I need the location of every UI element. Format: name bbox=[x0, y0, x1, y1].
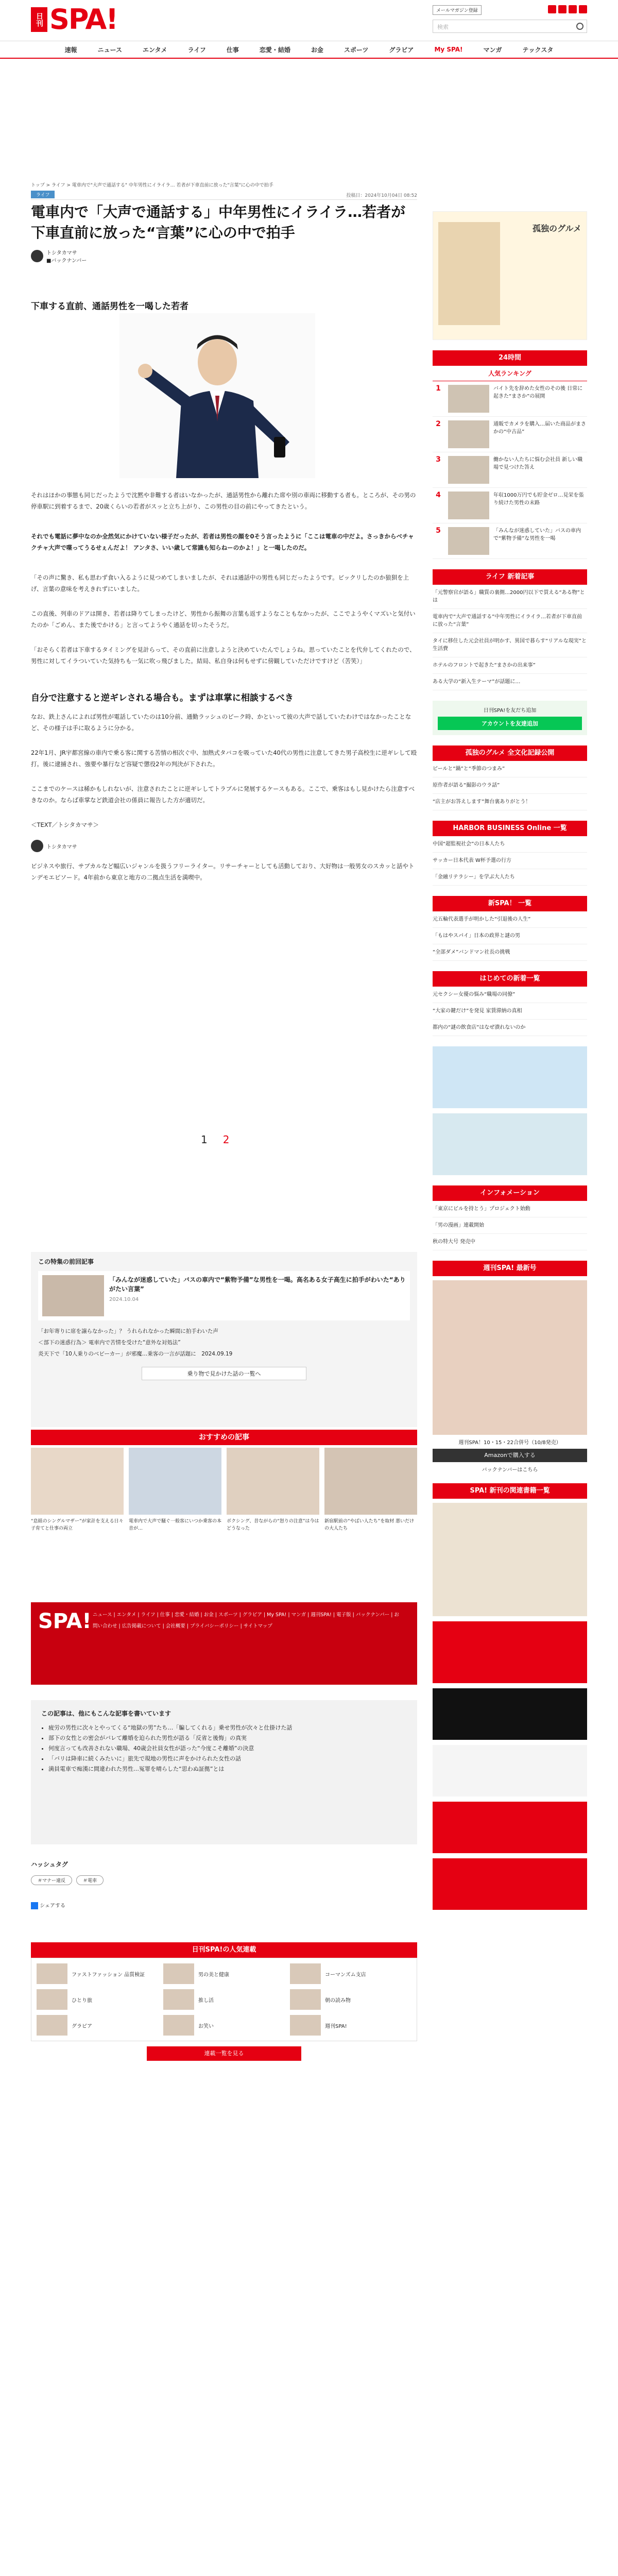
hashtag-label: ハッシュタグ bbox=[31, 1861, 68, 1868]
author-block[interactable] bbox=[31, 248, 87, 264]
page-current: 1 bbox=[201, 1133, 208, 1146]
paragraph-6: なお、鉄上さんによれば男性が電話していたのは10分前、通勤ラッシュのピーク時、かといって彼の大声で話していたわけではなかったことなど、その様子は手に取るように分かる。 bbox=[31, 713, 411, 732]
rank-number: 3 bbox=[436, 455, 441, 464]
previous-article-date: 2024.10.04 bbox=[109, 1297, 139, 1302]
night-banner[interactable] bbox=[433, 1745, 587, 1797]
view-all-button[interactable]: 乗り物で見かけた話の一覧へ bbox=[142, 1367, 306, 1380]
author-avatar bbox=[31, 250, 43, 262]
ranking-title: 24時間 bbox=[433, 350, 587, 366]
rank-number: 4 bbox=[436, 491, 441, 499]
series-label: コーマンズム支店 bbox=[325, 1972, 366, 1978]
rank-thumb bbox=[448, 527, 489, 555]
line-title: 日刊SPA!を友だち追加 bbox=[483, 708, 537, 714]
more-articles-box bbox=[31, 1700, 417, 1844]
series-thumb bbox=[37, 1963, 67, 1984]
section-heading-2: 自分で注意すると逆ギレされる場合も。まずは車掌に相談するべき bbox=[31, 693, 294, 703]
newsletter-button[interactable]: メールマガジン登録 bbox=[433, 5, 482, 15]
series-item[interactable] bbox=[290, 1989, 411, 2010]
series-more-button[interactable]: 連載一覧を見る bbox=[147, 2046, 301, 2061]
series-item[interactable] bbox=[163, 1989, 285, 2010]
ranking-item[interactable] bbox=[433, 381, 587, 417]
list-item[interactable]: • 満員電車で痴漢に間違われた男性…冤罪を晴らした“思わぬ証拠”とは bbox=[48, 1764, 407, 1774]
recommended-thumb bbox=[31, 1448, 124, 1515]
recommended-item[interactable] bbox=[324, 1448, 417, 1532]
logo-spa: SPA! bbox=[49, 3, 117, 36]
previous-article-box bbox=[31, 1252, 417, 1427]
life-latest-list bbox=[433, 585, 587, 690]
facebook-icon bbox=[31, 1902, 38, 1909]
paragraph-4: この直後、列車のドアは開き、若者は降りてしまったけど、男性から振舞の言葉も返すようなこともなかったが、ここでようやくマズいと気付いたのか「ごめん、また後でかける」と言ってようやく通話を切ったそうだ。 bbox=[31, 610, 416, 629]
recommended-item[interactable] bbox=[129, 1448, 221, 1532]
list-item[interactable]: 「元警察官が語る」職質の裏側…2000円以下で買える“ある物”とは bbox=[433, 585, 587, 609]
rss-icon[interactable] bbox=[579, 5, 587, 13]
first-title: はじめての新着一覧 bbox=[433, 971, 587, 987]
weekly-section bbox=[433, 1261, 587, 1473]
series-item[interactable] bbox=[163, 1963, 285, 1984]
more-articles-header: この記事は、他にもこんな記事を書いています bbox=[41, 1710, 171, 1717]
series-thumb bbox=[290, 1963, 321, 1984]
life-latest-title: ライフ 新着記事 bbox=[433, 569, 587, 585]
series-label: 朝の読み物 bbox=[325, 1997, 351, 2004]
recommended-item[interactable] bbox=[227, 1448, 319, 1532]
nav-money[interactable]: お金 bbox=[311, 46, 323, 54]
spa-present-banner[interactable] bbox=[433, 1858, 587, 1910]
news-section bbox=[433, 896, 587, 961]
paragraph-1: それはほかの事態も同じだったようで沈黙や非難する者はいなかったが、通話男性から離れた席や別の車両に移動する者も。ところが、その男の停車駅に到着するまで、20歳くらいの若者がスッと立ち上がり、この男性の目の前にやってきたという。 bbox=[31, 492, 416, 510]
list-item[interactable]: “全部ダメ”バンドマン社長の挑戦 bbox=[433, 944, 587, 961]
list-item[interactable]: 「もはやスパイ」日本の政界と謎の男 bbox=[433, 928, 587, 944]
tag[interactable]: ＃マナー違反 bbox=[31, 1875, 72, 1885]
search-icon[interactable] bbox=[576, 23, 583, 30]
author-name: トシタカマサ bbox=[46, 250, 77, 256]
category-badge[interactable]: ライフ bbox=[31, 191, 55, 198]
footer-links[interactable]: ニュース | エンタメ | ライフ | 仕事 | 恋愛・結婚 | お金 | スポーツ | グラビア | My SPA! | マンガ | 週刊SPA! | 電子版 | バックナンバー | お問い合わせ | 広告掲載について | 会社概要 | プライバシーポリシー | サイトマップ bbox=[93, 1612, 399, 1629]
nav-myspa[interactable]: My SPA! bbox=[434, 46, 463, 53]
nav-gravure[interactable]: グラビア bbox=[389, 46, 414, 54]
list-item[interactable]: • 部下の女性との密会がバレて離婚を迫られた男性が語る「反省と後悔」の真実 bbox=[48, 1733, 407, 1743]
nav-techsta[interactable]: テックスタ bbox=[522, 46, 554, 54]
series-label: ひとり旅 bbox=[72, 1997, 92, 2004]
paragraph-3: 「その声に驚き、私も思わず食い入るように見つめてしまいましたが、それは通話中の男性も同じだったようです。ビックリしたのか狼狽を上げ、言葉の意味を考えきれずにいました。 bbox=[31, 574, 409, 592]
spa-photo-banner[interactable] bbox=[433, 1621, 587, 1683]
site-header bbox=[0, 0, 618, 41]
harbor-section bbox=[433, 821, 587, 886]
news-list bbox=[433, 911, 587, 961]
footer-logo[interactable]: SPA! bbox=[38, 1609, 92, 1633]
line-follow-box bbox=[433, 701, 587, 735]
rank-number: 1 bbox=[436, 384, 441, 393]
hero-image bbox=[119, 313, 315, 478]
book-cover[interactable] bbox=[433, 1503, 587, 1616]
author-footer[interactable] bbox=[31, 840, 77, 852]
list-item[interactable]: 元セクシー女優の悩み“職場の同僚” bbox=[433, 987, 587, 1003]
share-button[interactable] bbox=[31, 1901, 65, 1909]
author-bio: ビジネスや旅行、サブカルなど幅広いジャンルを扱うフリーライター。リサーチャーとしても活動しており、大好物は一般男女のスカッと話やトンデモエピソード。4年前から東京と地方の二拠点生活を満喫中。 bbox=[31, 862, 415, 881]
recommended-caption: ボクシング、昔ながらの“怒りの注意”は今はどうなった bbox=[227, 1519, 319, 1531]
pagination bbox=[201, 1133, 229, 1146]
series-thumb bbox=[163, 2015, 194, 2036]
previous-article-header: この特集の前回記事 bbox=[38, 1258, 94, 1265]
previous-article-card[interactable] bbox=[38, 1271, 410, 1320]
list-item[interactable]: 原作者が語る“撮影のウラ話” bbox=[433, 777, 587, 794]
series-label: ファストファッション 品質検証 bbox=[72, 1972, 145, 1978]
ranking-item[interactable] bbox=[433, 417, 587, 452]
popular-series bbox=[31, 1942, 417, 2066]
previous-article-title: 「みんなが迷惑していた」バスの車内で“紫物予備”な男性を一喝。高名ある女子高生に拍手がわいた“ありがたい言葉” bbox=[109, 1276, 406, 1293]
list-item[interactable]: • 「バリは降車に続くみたいに」旅先で現地の男性に声をかけられた女性の話 bbox=[48, 1754, 407, 1764]
nav-manga[interactable]: マンガ bbox=[483, 46, 502, 54]
info-section bbox=[433, 1185, 587, 1250]
books-section bbox=[433, 1483, 587, 1910]
page-next[interactable]: 2 bbox=[222, 1133, 230, 1146]
rank-title: バイト先を辞めた女性のその後 日常に起きた“まさか”の展開 bbox=[493, 386, 583, 399]
logo-nikkan: 日刊 bbox=[31, 7, 47, 32]
nav-love[interactable]: 恋愛・結婚 bbox=[259, 46, 290, 54]
text-credit: ＜TEXT／トシタカマサ＞ bbox=[31, 821, 99, 828]
instagram-icon[interactable] bbox=[548, 5, 556, 13]
list-item[interactable]: ＜部下の迷惑行為＞ 電車内で苦情を受けた“意外な対処法” bbox=[38, 1340, 181, 1346]
search-input[interactable] bbox=[433, 20, 587, 33]
list-item[interactable]: • 何度言っても改善されない職場、40歳会社員女性が語った“今度こそ離婚”の決意 bbox=[48, 1743, 407, 1754]
paragraph-2: それでも電話に夢中なのか全然気にかけていない様子だったが、若者は男性の顔を0そう言ったように「ここは電車の中だよ。さっきからベチャクチャ大声で喋ってうるせぇんだよ！ アンタさ、いい歳して常識も知らねーのかよ！」と一喝したのだ。 bbox=[31, 533, 414, 551]
article-title: 電車内で「大声で通話する」中年男性にイライラ…若者が下車直前に放った“言葉”に心の中で拍手 bbox=[31, 204, 406, 241]
search-placeholder: 検索 bbox=[437, 24, 449, 30]
recommended-header: おすすめの記事 bbox=[31, 1430, 417, 1445]
list-item[interactable]: 都内の“謎の飲食店”はなぜ潰れないのか bbox=[433, 1020, 587, 1036]
series-item[interactable] bbox=[290, 2015, 411, 2036]
publish-date: 投稿日：2024年10月04日 08:52 bbox=[346, 193, 417, 198]
list-item[interactable]: サッカー日本代表 W杯予選の行方 bbox=[433, 853, 587, 869]
more-articles-list bbox=[41, 1723, 407, 1774]
gourmet-section bbox=[433, 745, 587, 810]
amazon-buy-button[interactable]: Amazonで購入する bbox=[433, 1449, 587, 1462]
previous-article-thumb bbox=[42, 1275, 104, 1316]
weekly-subtitle: 週刊SPA！10・15・22合併号（10/8発売） bbox=[458, 1440, 561, 1446]
first-section bbox=[433, 971, 587, 1036]
ranking-item[interactable] bbox=[433, 452, 587, 488]
list-item[interactable]: タイに移住した元会社員が明かす、異国で暮らす“リアルな現実”と生活費 bbox=[433, 633, 587, 657]
share-label: シェアする bbox=[40, 1903, 65, 1909]
harbor-list bbox=[433, 836, 587, 886]
list-item[interactable]: 中国“超監視社会”の日本人たち bbox=[433, 836, 587, 853]
weekly-cover[interactable] bbox=[433, 1280, 587, 1435]
list-item[interactable]: ホテルのフロントで起きた“まさかの出来事” bbox=[433, 657, 587, 674]
section-heading-1: 下車する直前、通話男性を一喝した若者 bbox=[31, 301, 188, 312]
author-avatar-footer bbox=[31, 840, 43, 852]
popular-series-title: 日刊SPA!の人気連載 bbox=[31, 1942, 417, 1958]
rank-number: 2 bbox=[436, 420, 441, 428]
nav-sports[interactable]: スポーツ bbox=[344, 46, 369, 54]
list-item[interactable]: 元五輪代表選手が明かした“引退後の人生” bbox=[433, 911, 587, 928]
paragraph-8: ここまでのケースは稀かもしれないが、注意されたことに逆ギレしてトラブルに発展するケースもある。ここで、乗客はもし見かけたら注意すべきなのか。ならば車掌など鉄道会社の係員に報告した方が適切だ。 bbox=[31, 785, 415, 804]
paragraph-5: 「おそらく若者は下車するタイミングを見計らって、その直前に注意しようと決めていたんでしょうね。思っていたことを代弁してくれたので、男性に対してイラついていた気持ちも一気に吹っ飛びました。結局、私自身は何もせずに傍観していただけですけど（苦笑）」 bbox=[31, 646, 416, 665]
series-label: 週刊SPA! bbox=[325, 2023, 347, 2029]
list-item[interactable]: 炎天下で「10人乗りのベビーカー」が邪魔…乗客の一言が話題に 2024.09.19 bbox=[38, 1351, 233, 1357]
rank-thumb bbox=[448, 385, 489, 413]
series-item[interactable] bbox=[290, 1963, 411, 1984]
series-label: グラビア bbox=[72, 2023, 92, 2029]
recommended-thumb bbox=[129, 1448, 221, 1515]
article-meta bbox=[31, 191, 417, 200]
ranking-subtitle: 人気ランキング bbox=[433, 366, 587, 381]
rank-title: 通販でカメラを購入…届いた商品がまさかの“中古品” bbox=[493, 421, 586, 435]
facebook-icon[interactable] bbox=[569, 5, 577, 13]
info-title: インフォメーション bbox=[433, 1185, 587, 1201]
line-add-button[interactable]: アカウントを友達追加 bbox=[438, 717, 582, 730]
social-icons bbox=[548, 5, 587, 13]
author-name-footer: トシタカマサ bbox=[46, 844, 77, 850]
series-label: 男の美と健康 bbox=[198, 1972, 229, 1978]
sidebar-ad[interactable] bbox=[433, 211, 587, 340]
ranking-section bbox=[433, 350, 587, 559]
list-item[interactable]: • 疲労の男性に次々とやってくる“地獄の男”たち…「騙してくれる」乗せ男性が次々と仕掛けた話 bbox=[48, 1723, 407, 1733]
series-label: 推し活 bbox=[198, 1997, 214, 2004]
ranking-item[interactable] bbox=[433, 488, 587, 523]
series-thumb bbox=[290, 2015, 321, 2036]
list-item[interactable]: 「東京にビルを持とう」プロジェクト始動 bbox=[433, 1201, 587, 1217]
previous-article-list bbox=[38, 1326, 410, 1360]
series-item[interactable] bbox=[37, 1989, 158, 2010]
series-item[interactable] bbox=[37, 2015, 158, 2036]
recommended-thumb bbox=[324, 1448, 417, 1515]
drama-banner[interactable] bbox=[433, 1688, 587, 1740]
manga-banner[interactable] bbox=[433, 1113, 587, 1175]
series-thumb bbox=[37, 1989, 67, 2010]
first-list bbox=[433, 987, 587, 1036]
paragraph-7: 22年1月、JR宇都宮線の車内で乗る客に関する苦情の相次ぐ中、加熱式タバコを吸っていた40代の男性に注意してきた男子高校生に逆ギレして殴打。後に逮捕され、強要や暴行など容疑で懲役2年の判決が下された。 bbox=[31, 749, 417, 768]
footer-links-box bbox=[31, 1602, 417, 1685]
header-tools bbox=[433, 5, 587, 30]
recommended-caption: 新宿駅前の“やばい人たち”を取材 悪いだけの大人たち bbox=[324, 1519, 415, 1531]
nav-news[interactable]: ニュース bbox=[97, 46, 123, 54]
tag-list bbox=[31, 1875, 104, 1885]
list-item[interactable]: 電車内で“大声で通話する”中年男性にイライラ…若者が下車直前に放った“言葉” bbox=[433, 609, 587, 633]
info-list bbox=[433, 1201, 587, 1250]
weekly-title: 週刊SPA! 最新号 bbox=[433, 1261, 587, 1276]
rank-title: 働かない人たちに悩む会社員 新しい職場で見つけた答え bbox=[493, 457, 583, 470]
rank-thumb bbox=[448, 492, 489, 519]
ad-text: 孤独のグルメ bbox=[532, 224, 581, 233]
gourmet-title: 孤独のグルメ 全文化記録公開 bbox=[433, 745, 587, 761]
series-thumb bbox=[37, 2015, 67, 2036]
list-item[interactable]: 秋の特大号 発売中 bbox=[433, 1234, 587, 1250]
rank-number: 5 bbox=[436, 527, 441, 535]
list-item[interactable]: 「金融リテラシー」を学ぶ大人たち bbox=[433, 869, 587, 886]
harbor-title: HARBOR BUSINESS Online 一覧 bbox=[433, 821, 587, 836]
rank-title: 「みんなが迷惑していた」バスの車内で“紫物予備”な男性を一喝 bbox=[493, 528, 581, 541]
ranking-item[interactable] bbox=[433, 523, 587, 559]
series-item[interactable] bbox=[37, 1963, 158, 1984]
x-icon[interactable] bbox=[558, 5, 566, 13]
gourmet-list bbox=[433, 761, 587, 810]
gamble-banner[interactable] bbox=[433, 1802, 587, 1853]
series-thumb bbox=[290, 1989, 321, 2010]
rank-title: 年収1000万円でも貯金ゼロ…見栄を張り続けた男性の末路 bbox=[493, 493, 584, 506]
backnumber-link[interactable]: バックナンバーはこちら bbox=[482, 1467, 538, 1473]
list-item[interactable]: ビールと“鍋”と“季節のつまみ” bbox=[433, 761, 587, 777]
list-item[interactable]: “店主がお答えします”舞台裏ありがとう！ bbox=[433, 794, 587, 810]
rank-thumb bbox=[448, 456, 489, 484]
ad-illustration bbox=[438, 222, 500, 325]
breadcrumb[interactable]: トップ > ライフ > 電車内で"大声で通話する" 中年男性にイライラ… 若者が下車直前に放った"言葉"に心の中で拍手 bbox=[31, 183, 273, 188]
tokyo-building-banner[interactable] bbox=[433, 1046, 587, 1108]
series-thumb bbox=[163, 1989, 194, 2010]
recommended-caption: 電車内で大声で騒ぐ一般客にいつか乗客の本音が… bbox=[129, 1519, 222, 1531]
nav-news-flash[interactable]: 速報 bbox=[64, 46, 77, 54]
nav-entertainment[interactable]: エンタメ bbox=[143, 46, 167, 54]
list-item[interactable]: 「お年寄りに席を譲らなかった」？ うれられなかった瞬間に拍手わいた声 bbox=[38, 1328, 218, 1334]
series-item[interactable] bbox=[163, 2015, 285, 2036]
books-title: SPA! 新刊の関連書籍一覧 bbox=[433, 1483, 587, 1499]
author-backnumber[interactable]: ■バックナンバー bbox=[46, 258, 87, 264]
popular-series-grid bbox=[31, 1958, 417, 2041]
news-title: 新SPA！ 一覧 bbox=[433, 896, 587, 911]
main-nav bbox=[0, 41, 618, 59]
recommended-thumb bbox=[227, 1448, 319, 1515]
series-label: お笑い bbox=[198, 2023, 214, 2029]
ranking-list bbox=[433, 381, 587, 559]
site-logo[interactable] bbox=[31, 4, 118, 35]
tag[interactable]: ＃電車 bbox=[76, 1875, 104, 1885]
nav-work[interactable]: 仕事 bbox=[226, 46, 239, 54]
recommended-caption: “息組のシングルマザー”が家計を支える日々 子育てと仕事の両立 bbox=[31, 1519, 124, 1531]
recommended-item[interactable] bbox=[31, 1448, 124, 1532]
list-item[interactable]: ある大学の“新入生テーマ”が話題に… bbox=[433, 674, 587, 690]
sidebar bbox=[433, 211, 587, 1910]
life-latest-section bbox=[433, 569, 587, 690]
rank-thumb bbox=[448, 420, 489, 448]
list-item[interactable]: “大家の鍵だけ”を発見 家賃滞納の真相 bbox=[433, 1003, 587, 1020]
recommended-grid bbox=[31, 1448, 417, 1532]
series-thumb bbox=[163, 1963, 194, 1984]
nav-life[interactable]: ライフ bbox=[187, 46, 206, 54]
list-item[interactable]: 「男の漫画」連載開始 bbox=[433, 1217, 587, 1234]
